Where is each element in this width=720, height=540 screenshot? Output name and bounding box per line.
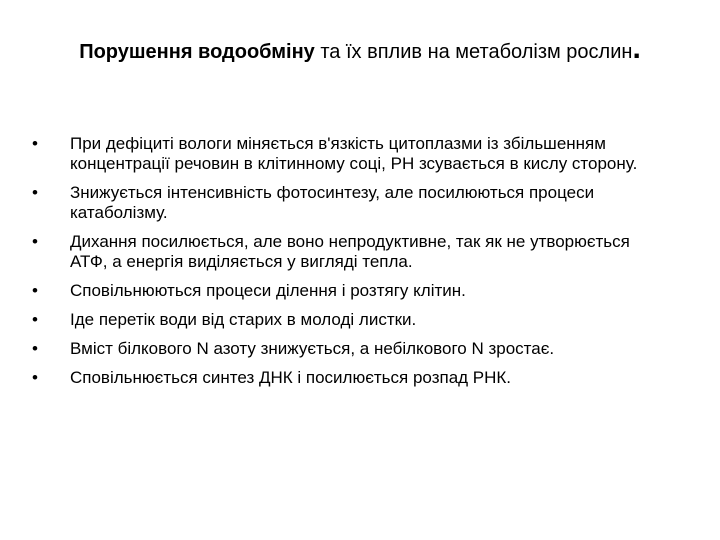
- bullet-text: Сповільнюється синтез ДНК і посилюється розпад РНК.: [70, 368, 512, 387]
- bullet-icon: •: [32, 134, 38, 153]
- bullet-icon: •: [32, 232, 38, 251]
- bullet-text: Знижується інтенсивність фотосинтезу, але посилюються процеси катаболізму.: [70, 183, 595, 222]
- title-regular-part: та їх вплив на метаболізм рослин: [314, 41, 633, 63]
- bullet-text: При дефіциті вологи міняється в'язкість цитоплазми із збільшенням концентрації речовин в клітинному соці, РН зсувається в кислу сторону.: [70, 134, 638, 173]
- title-period: .: [632, 32, 641, 65]
- title-bold-part: Порушення водообміну: [79, 41, 315, 63]
- bullet-text: Сповільнюються процеси ділення і розтягу клітин.: [70, 281, 466, 300]
- bullet-item: [32, 232, 672, 272]
- bullet-item: [32, 368, 672, 388]
- bullet-text: Іде перетік води від старих в молоді листки.: [70, 310, 417, 329]
- bullet-item: [32, 134, 672, 174]
- bullet-icon: •: [32, 281, 38, 300]
- bullet-list: [32, 134, 672, 397]
- bullet-text: Вміст білкового N азоту знижується, а небілкового N зростає.: [70, 339, 555, 358]
- bullet-item: [32, 339, 672, 359]
- bullet-item: [32, 281, 672, 301]
- bullet-icon: •: [32, 368, 38, 387]
- bullet-icon: •: [32, 339, 38, 358]
- bullet-icon: •: [32, 183, 38, 202]
- slide-title: [40, 28, 680, 73]
- bullet-item: [32, 310, 672, 330]
- bullet-text: Дихання посилюється, але воно непродуктивне, так як не утворюється АТФ, а енергія виділяється у вигляді тепла.: [70, 232, 630, 271]
- bullet-icon: •: [32, 310, 38, 329]
- bullet-item: [32, 183, 672, 223]
